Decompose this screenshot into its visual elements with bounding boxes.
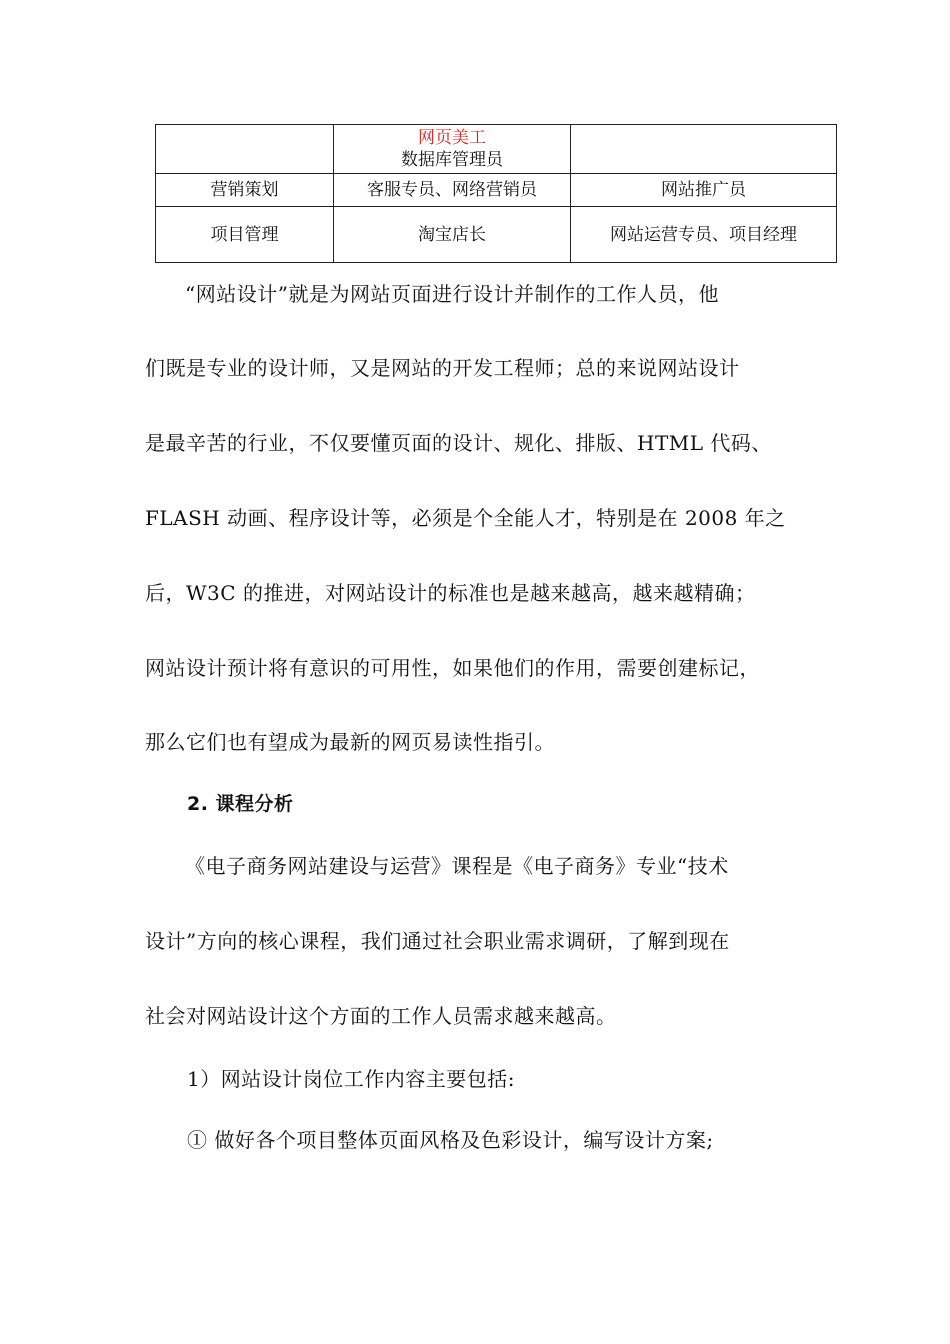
- paragraph-line: 《电子商务网站建设与运营》课程是《电子商务》专业“技术: [185, 854, 729, 878]
- paragraph-line: 那么它们也有望成为最新的网页易读性指引。: [145, 730, 555, 754]
- paragraph-line: 后，W3C 的推进，对网站设计的标准也是越来越高，越来越精确；: [145, 581, 756, 605]
- section-heading: 2. 课程分析: [187, 793, 294, 815]
- table-cell: 项目管理: [156, 207, 334, 263]
- job-roles-table: [155, 124, 837, 263]
- table-cell: 营销策划: [156, 174, 334, 207]
- paragraph-line: 网站设计预计将有意识的可用性，如果他们的作用，需要创建标记，: [145, 656, 760, 680]
- table-cell: 客服专员、网络营销员: [334, 174, 571, 207]
- table-row: [156, 207, 837, 263]
- table-cell-line: 数据库管理员: [401, 150, 503, 170]
- paragraph-line: 社会对网站设计这个方面的工作人员需求越来越高。: [145, 1004, 617, 1028]
- table-cell: 淘宝店长: [334, 207, 571, 263]
- table-row: [156, 125, 837, 174]
- table-cell: 网站推广员: [571, 174, 837, 207]
- paragraph-line: 是最辛苦的行业，不仅要懂页面的设计、规化、排版、HTML 代码、: [145, 431, 772, 455]
- table-cell: [156, 125, 334, 174]
- table-cell-highlight: 网页美工: [418, 128, 486, 148]
- paragraph-line: “网站设计”就是为网站页面进行设计并制作的工作人员，他: [185, 282, 719, 306]
- table-cell: [334, 125, 571, 174]
- paragraph-line: 们既是专业的设计师，又是网站的开发工程师；总的来说网站设计: [145, 356, 740, 380]
- list-item: ① 做好各个项目整体页面风格及色彩设计，编写设计方案;: [187, 1128, 714, 1152]
- sub-heading: 1）网站设计岗位工作内容主要包括:: [187, 1067, 515, 1091]
- table-cell: [571, 125, 837, 174]
- paragraph-line: 设计”方向的核心课程，我们通过社会职业需求调研，了解到现在: [145, 929, 730, 953]
- paragraph-line: FLASH 动画、程序设计等，必须是个全能人才，特别是在 2008 年之: [145, 506, 786, 530]
- table-cell: 网站运营专员、项目经理: [571, 207, 837, 263]
- table-row: [156, 174, 837, 207]
